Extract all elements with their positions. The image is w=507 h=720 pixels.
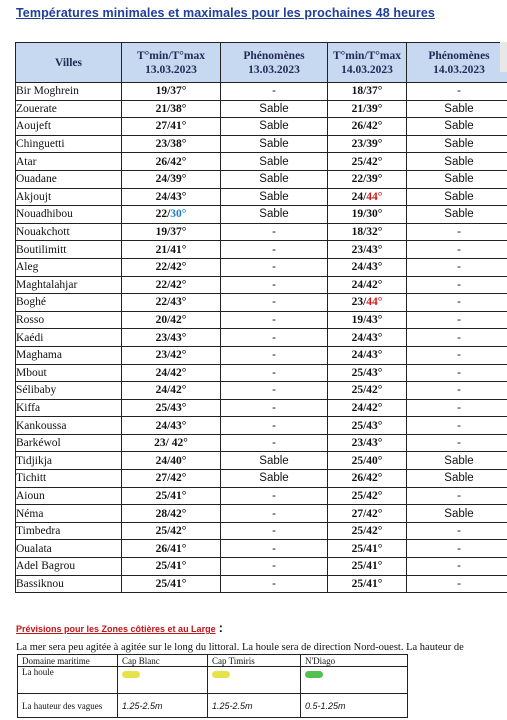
city-cell: Adel Bagrou — [16, 558, 122, 576]
phenomenon-cell: Sable — [407, 170, 507, 188]
phenomenon-cell: Sable — [221, 170, 328, 188]
city-cell: Sélibaby — [16, 382, 122, 400]
temperature-cell: 18/32° — [328, 223, 407, 241]
sea-houle-cap-blanc — [118, 667, 208, 694]
temperature-cell: 22/43° — [122, 294, 221, 312]
city-cell: Kaédi — [16, 329, 122, 347]
phenomenon-cell: Sable — [221, 135, 328, 153]
table-row — [16, 188, 507, 206]
phenomenon-cell: Sable — [407, 206, 507, 224]
city-cell: Boghé — [16, 294, 122, 312]
city-cell: Boutilimitt — [16, 241, 122, 259]
wave-marker-icon — [212, 671, 230, 678]
temperature-cell — [328, 294, 407, 312]
temperature-cell: 25/41° — [122, 558, 221, 576]
city-cell: Atar — [16, 153, 122, 171]
temperature-cell: 26/41° — [122, 540, 221, 558]
temperature-cell: 23/38° — [122, 135, 221, 153]
city-cell: Kankoussa — [16, 417, 122, 435]
sea-header-cap-blanc: Cap Blanc — [118, 655, 208, 667]
header-temp-label-1: T°min/T°max — [137, 49, 205, 62]
temperature-table — [15, 42, 507, 593]
table-row — [16, 505, 507, 523]
sea-height-cap-timiris: 1.25-2.5m — [208, 694, 301, 718]
phenomenon-cell: Sable — [221, 470, 328, 488]
phenomenon-cell: Sable — [407, 118, 507, 136]
city-cell: Aioun — [16, 487, 122, 505]
phenomenon-cell: - — [221, 223, 328, 241]
temperature-cell: 25/43° — [122, 399, 221, 417]
sea-height-cap-blanc: 1.25-2.5m — [118, 694, 208, 718]
phenomenon-cell: Sable — [221, 206, 328, 224]
temperature-cell: 23/43° — [122, 329, 221, 347]
phenomenon-cell: - — [407, 575, 507, 593]
temperature-cell: 21/41° — [122, 241, 221, 259]
city-cell: Akjoujt — [16, 188, 122, 206]
forecast-text: La mer sera peu agitée à agitée sur le long du littoral. La houle sera de direction Nord-ouest. La hauteur de — [16, 642, 464, 653]
phenomenon-cell: - — [407, 364, 507, 382]
table-row — [16, 153, 507, 171]
phenomenon-cell: Sable — [221, 118, 328, 136]
city-cell: Aleg — [16, 258, 122, 276]
header-date-1: 13.03.2023 — [145, 63, 197, 76]
temperature-cell: 25/42° — [328, 522, 407, 540]
temperature-cell: 24/42° — [122, 364, 221, 382]
phenomenon-cell: Sable — [407, 100, 507, 118]
phenomenon-cell: - — [221, 346, 328, 364]
table-row — [16, 258, 507, 276]
temperature-cell: 27/42° — [328, 505, 407, 523]
temp-min: 24/ — [351, 190, 367, 203]
phenomenon-cell: - — [407, 522, 507, 540]
sea-houle-label: La houle — [18, 667, 118, 694]
temperature-cell: 27/41° — [122, 118, 221, 136]
phenomenon-cell: - — [221, 434, 328, 452]
table-row — [16, 100, 507, 118]
phenomenon-cell: Sable — [221, 153, 328, 171]
phenomenon-cell: - — [407, 276, 507, 294]
temperature-cell: 21/38° — [122, 100, 221, 118]
sea-houle-row — [18, 667, 408, 694]
phenomenon-cell: - — [407, 558, 507, 576]
temperature-cell: 18/37° — [328, 83, 407, 101]
temperature-cell: 24/42° — [122, 382, 221, 400]
phenomenon-cell: - — [407, 487, 507, 505]
sea-header-row — [18, 655, 408, 667]
temperature-cell: 19/37° — [122, 223, 221, 241]
temperature-cell: 26/42° — [328, 118, 407, 136]
temperature-cell: 25/42° — [328, 487, 407, 505]
city-cell: Tidjikja — [16, 452, 122, 470]
temperature-cell: 23/42° — [122, 346, 221, 364]
phenomenon-cell: - — [221, 311, 328, 329]
header-phenomenes-day2 — [407, 43, 507, 83]
table-row — [16, 329, 507, 347]
table-row — [16, 294, 507, 312]
temperature-cell: 19/37° — [122, 83, 221, 101]
forecast-title-text: Prévisions pour les Zones côtières et au Large — [16, 624, 216, 634]
table-row — [16, 452, 507, 470]
table-row — [16, 470, 507, 488]
phenomenon-cell: - — [407, 346, 507, 364]
phenomenon-cell: - — [221, 382, 328, 400]
phenomenon-cell: - — [221, 575, 328, 593]
phenomenon-cell: - — [221, 364, 328, 382]
sea-state-table — [17, 654, 408, 718]
table-row — [16, 241, 507, 259]
table-row — [16, 434, 507, 452]
header-date-2: 14.03.2023 — [341, 63, 393, 76]
city-cell: Aoujeft — [16, 118, 122, 136]
phenomenon-cell: - — [221, 329, 328, 347]
city-cell: Oualata — [16, 540, 122, 558]
table-row — [16, 223, 507, 241]
phenomenon-cell: - — [407, 382, 507, 400]
phenomenon-cell: - — [407, 399, 507, 417]
temp-min: 23/ — [351, 296, 367, 309]
temp-max-highlight: 44° — [366, 190, 383, 203]
header-phen-date-2: 14.03.2023 — [433, 63, 485, 76]
phenomenon-cell: - — [221, 558, 328, 576]
table-row — [16, 276, 507, 294]
temperature-cell: 22/39° — [328, 170, 407, 188]
sea-height-row — [18, 694, 408, 718]
temperature-cell: 25/42° — [328, 153, 407, 171]
temperature-cell: 19/43° — [328, 311, 407, 329]
temperature-cell: 24/40° — [122, 452, 221, 470]
forecast-title-colon: : — [218, 620, 223, 635]
header-phen-label-2: Phénomènes — [428, 49, 490, 62]
temperature-cell: 22/42° — [122, 258, 221, 276]
temperature-cell: 23/43° — [328, 434, 407, 452]
table-row — [16, 487, 507, 505]
header-phenomenes-day1 — [221, 43, 328, 83]
table-row — [16, 575, 507, 593]
table-row — [16, 135, 507, 153]
table-row — [16, 170, 507, 188]
phenomenon-cell: - — [221, 241, 328, 259]
temperature-cell: 24/43° — [328, 346, 407, 364]
temperature-cell: 24/39° — [122, 170, 221, 188]
temperature-cell — [328, 188, 407, 206]
phenomenon-cell: - — [221, 83, 328, 101]
temperature-cell: 25/43° — [328, 417, 407, 435]
temperature-cell: 24/42° — [328, 399, 407, 417]
city-cell: Zouerate — [16, 100, 122, 118]
temperature-cell: 23/ 42° — [122, 434, 221, 452]
temperature-cell: 26/42° — [122, 153, 221, 171]
phenomenon-cell: - — [221, 276, 328, 294]
temperature-cell: 25/41° — [122, 575, 221, 593]
table-row — [16, 382, 507, 400]
temperature-cell: 23/39° — [328, 135, 407, 153]
city-cell: Maghtalahjar — [16, 276, 122, 294]
page-edge-shadow — [500, 42, 507, 72]
phenomenon-cell: Sable — [221, 188, 328, 206]
city-cell: Mbout — [16, 364, 122, 382]
phenomenon-cell: Sable — [407, 188, 507, 206]
city-cell: Chinguetti — [16, 135, 122, 153]
sea-height-ndiago: 0.5-1.25m — [301, 694, 408, 718]
city-cell: Bir Moghrein — [16, 83, 122, 101]
phenomenon-cell: Sable — [407, 505, 507, 523]
phenomenon-cell: Sable — [221, 100, 328, 118]
table-row — [16, 83, 507, 101]
sea-header-ndiago: N'Diago — [301, 655, 408, 667]
temperature-cell: 24/43° — [328, 258, 407, 276]
phenomenon-cell: Sable — [407, 153, 507, 171]
phenomenon-cell: Sable — [221, 452, 328, 470]
header-phen-label-1: Phénomènes — [243, 49, 305, 62]
phenomenon-cell: - — [221, 487, 328, 505]
phenomenon-cell: - — [407, 294, 507, 312]
city-cell: Timbedra — [16, 522, 122, 540]
city-cell: Barkéwol — [16, 434, 122, 452]
phenomenon-cell: - — [407, 540, 507, 558]
temperature-cell: 19/30° — [328, 206, 407, 224]
temperature-cell: 24/43° — [328, 329, 407, 347]
city-cell: Maghama — [16, 346, 122, 364]
temperature-cell: 28/42° — [122, 505, 221, 523]
phenomenon-cell: - — [407, 329, 507, 347]
table-row — [16, 118, 507, 136]
temperature-cell: 25/41° — [328, 540, 407, 558]
table-row — [16, 417, 507, 435]
phenomenon-cell: - — [407, 417, 507, 435]
table-row — [16, 540, 507, 558]
sea-header-domaine: Domaine maritime — [18, 655, 118, 667]
temperature-cell: 27/42° — [122, 470, 221, 488]
table-row — [16, 311, 507, 329]
temperature-cell: 24/43° — [122, 188, 221, 206]
temperature-cell: 25/40° — [328, 452, 407, 470]
temp-max-highlight: 44° — [366, 296, 383, 309]
phenomenon-cell: - — [221, 522, 328, 540]
header-temp-label-2: T°min/T°max — [333, 49, 401, 62]
phenomenon-cell: - — [407, 83, 507, 101]
phenomenon-cell: - — [407, 434, 507, 452]
city-cell: Ouadane — [16, 170, 122, 188]
city-cell: Bassiknou — [16, 575, 122, 593]
wave-marker-icon — [122, 671, 140, 678]
page-title: Températures minimales et maximales pour les prochaines 48 heures — [16, 6, 435, 20]
temperature-cell: 25/41° — [328, 558, 407, 576]
phenomenon-cell: - — [221, 417, 328, 435]
city-cell: Rosso — [16, 311, 122, 329]
forecast-title — [16, 620, 223, 635]
phenomenon-cell: Sable — [407, 470, 507, 488]
phenomenon-cell: Sable — [407, 452, 507, 470]
city-cell: Kiffa — [16, 399, 122, 417]
temperature-cell: 24/42° — [328, 276, 407, 294]
temperature-cell: 21/39° — [328, 100, 407, 118]
header-phen-date-1: 13.03.2023 — [248, 63, 300, 76]
temperature-cell: 22/42° — [122, 276, 221, 294]
temperature-cell: 23/43° — [328, 241, 407, 259]
header-temp-day2 — [328, 43, 407, 83]
phenomenon-cell: - — [407, 223, 507, 241]
city-cell: Nouadhibou — [16, 206, 122, 224]
city-cell: Tichitt — [16, 470, 122, 488]
city-cell: Néma — [16, 505, 122, 523]
phenomenon-cell: - — [221, 399, 328, 417]
temperature-cell: 25/41° — [328, 575, 407, 593]
temperature-cell: 25/43° — [328, 364, 407, 382]
sea-houle-ndiago — [301, 667, 408, 694]
table-row — [16, 558, 507, 576]
temperature-cell: 20/42° — [122, 311, 221, 329]
table-row — [16, 399, 507, 417]
header-temp-day1 — [122, 43, 221, 83]
sea-header-cap-timiris: Cap Timiris — [208, 655, 301, 667]
wave-marker-icon — [305, 671, 323, 678]
temperature-cell: 25/41° — [122, 487, 221, 505]
phenomenon-cell: - — [407, 258, 507, 276]
phenomenon-cell: - — [221, 258, 328, 276]
table-row — [16, 346, 507, 364]
temperature-cell: 25/42° — [328, 382, 407, 400]
phenomenon-cell: Sable — [407, 135, 507, 153]
phenomenon-cell: - — [221, 540, 328, 558]
sea-houle-cap-timiris — [208, 667, 301, 694]
table-row — [16, 364, 507, 382]
phenomenon-cell: - — [221, 505, 328, 523]
temperature-cell: 26/42° — [328, 470, 407, 488]
table-row — [16, 206, 507, 224]
temperature-cell: 25/42° — [122, 522, 221, 540]
temperature-cell: 24/43° — [122, 417, 221, 435]
phenomenon-cell: - — [221, 294, 328, 312]
temp-max-highlight: 30° — [170, 208, 187, 221]
phenomenon-cell: - — [407, 241, 507, 259]
city-cell: Nouakchott — [16, 223, 122, 241]
temp-min: 22/ — [155, 208, 171, 221]
table-header-row — [16, 43, 507, 83]
phenomenon-cell: - — [407, 311, 507, 329]
sea-height-label: La hauteur des vagues — [18, 694, 118, 718]
table-row — [16, 522, 507, 540]
temperature-cell — [122, 206, 221, 224]
header-villes: Villes — [16, 43, 122, 83]
